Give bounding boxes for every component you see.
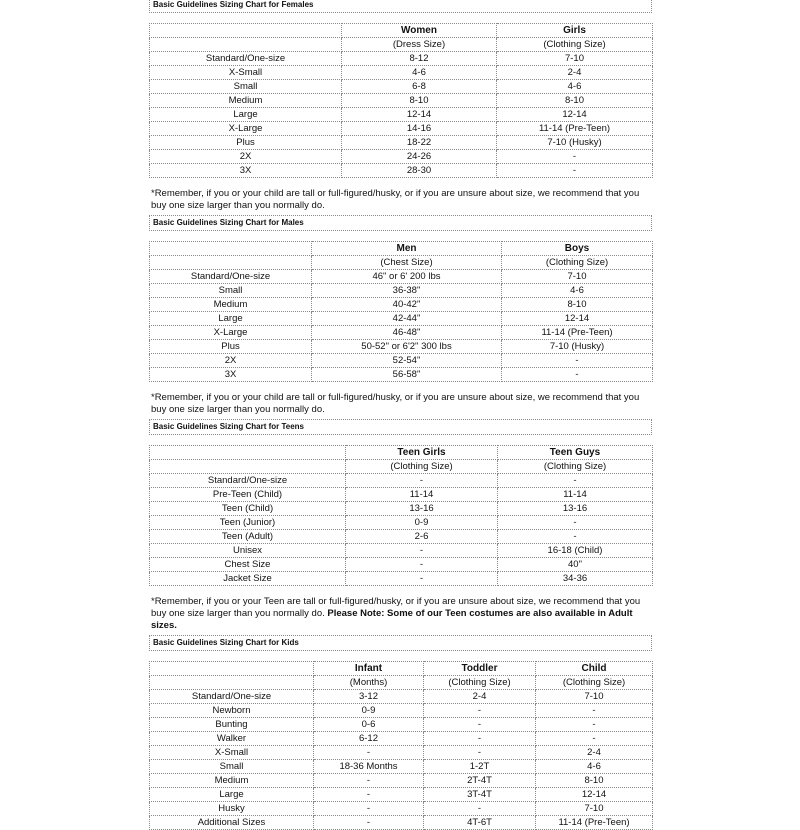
size-value-cell: 46" or 6' 200 lbs — [312, 270, 502, 284]
size-value-cell: 12-14 — [502, 312, 653, 326]
teens-sizing-table — [149, 445, 653, 586]
column-subheader-row — [150, 460, 653, 474]
size-value-cell: 0-6 — [314, 718, 424, 732]
females-note: *Remember, if you or your child are tall or full-figured/husky, or if you are unsure about size, we recommend that you buy one size larger than you normally do. — [151, 188, 640, 211]
table-row — [150, 150, 653, 164]
size-label-cell: Teen (Child) — [150, 502, 346, 516]
size-label-cell: Medium — [150, 94, 342, 108]
size-label-cell — [150, 676, 314, 690]
size-value-cell: - — [424, 704, 536, 718]
size-value-cell: 4-6 — [497, 80, 653, 94]
size-value-cell: 52-54" — [312, 354, 502, 368]
table-row — [150, 530, 653, 544]
size-value-cell: 11-14 — [346, 488, 498, 502]
males-section-header: Basic Guidelines Sizing Chart for Males — [149, 215, 652, 231]
size-value-cell: 2-4 — [536, 746, 653, 760]
table-row — [150, 544, 653, 558]
table-row — [150, 788, 653, 802]
size-label-cell — [150, 242, 312, 256]
size-value-cell: - — [314, 802, 424, 816]
size-label-cell: Plus — [150, 136, 342, 150]
table-row — [150, 284, 653, 298]
size-value-cell: 6-12 — [314, 732, 424, 746]
size-value-cell: 8-10 — [502, 298, 653, 312]
size-value-cell: Teen Girls — [346, 446, 498, 460]
size-value-cell: 4-6 — [536, 760, 653, 774]
table-row — [150, 368, 653, 382]
size-label-cell: X-Large — [150, 326, 312, 340]
table-row — [150, 340, 653, 354]
column-header-row — [150, 24, 653, 38]
size-value-cell: 34-36 — [498, 572, 653, 586]
size-value-cell: 7-10 — [536, 802, 653, 816]
size-value-cell: 42-44" — [312, 312, 502, 326]
size-value-cell: - — [498, 530, 653, 544]
table-row — [150, 558, 653, 572]
size-value-cell: 6-8 — [342, 80, 497, 94]
size-label-cell — [150, 38, 342, 52]
column-header-row — [150, 662, 653, 676]
table-row — [150, 718, 653, 732]
size-value-cell: 4T-6T — [424, 816, 536, 830]
size-value-cell: 18-22 — [342, 136, 497, 150]
teens-note-bold: Please Note: Some of our Teen costumes are also available in Adult sizes. — [151, 608, 633, 631]
table-row — [150, 52, 653, 66]
size-value-cell: (Clothing Size) — [424, 676, 536, 690]
table-row — [150, 66, 653, 80]
size-value-cell: (Clothing Size) — [502, 256, 653, 270]
size-label-cell: 2X — [150, 354, 312, 368]
size-label-cell: Standard/One-size — [150, 690, 314, 704]
size-label-cell: 2X — [150, 150, 342, 164]
size-value-cell: - — [346, 572, 498, 586]
size-label-cell: Medium — [150, 298, 312, 312]
size-value-cell: 8-10 — [536, 774, 653, 788]
table-row — [150, 704, 653, 718]
size-label-cell: 3X — [150, 164, 342, 178]
size-value-cell: 0-9 — [346, 516, 498, 530]
size-label-cell: Small — [150, 760, 314, 774]
table-row — [150, 164, 653, 178]
size-label-cell: 3X — [150, 368, 312, 382]
size-value-cell: - — [424, 746, 536, 760]
males-note: *Remember, if you or your child are tall or full-figured/husky, or if you are unsure about size, we recommend that you buy one size larger than you normally do. — [151, 392, 640, 415]
size-label-cell: Additional Sizes — [150, 816, 314, 830]
size-value-cell: Child — [536, 662, 653, 676]
size-label-cell: Teen (Junior) — [150, 516, 346, 530]
size-value-cell: 13-16 — [346, 502, 498, 516]
table-row — [150, 760, 653, 774]
size-label-cell: Large — [150, 108, 342, 122]
size-value-cell: 8-12 — [342, 52, 497, 66]
size-value-cell: 4-6 — [502, 284, 653, 298]
teens-note — [149, 596, 652, 632]
size-value-cell: 2-4 — [497, 66, 653, 80]
size-value-cell: - — [314, 746, 424, 760]
size-label-cell: Small — [150, 284, 312, 298]
size-value-cell: (Dress Size) — [342, 38, 497, 52]
size-value-cell: - — [498, 516, 653, 530]
column-subheader-row — [150, 256, 653, 270]
size-label-cell: Large — [150, 788, 314, 802]
size-value-cell: Women — [342, 24, 497, 38]
size-value-cell: 2-6 — [346, 530, 498, 544]
table-row — [150, 690, 653, 704]
size-value-cell: 12-14 — [342, 108, 497, 122]
size-value-cell: 11-14 (Pre-Teen) — [497, 122, 653, 136]
size-value-cell: (Chest Size) — [312, 256, 502, 270]
size-label-cell: Teen (Adult) — [150, 530, 346, 544]
size-value-cell: 28-30 — [342, 164, 497, 178]
size-value-cell: 8-10 — [497, 94, 653, 108]
size-value-cell: Girls — [497, 24, 653, 38]
size-value-cell: 40" — [498, 558, 653, 572]
size-label-cell: Standard/One-size — [150, 270, 312, 284]
column-header-row — [150, 446, 653, 460]
size-value-cell: 0-9 — [314, 704, 424, 718]
size-value-cell: - — [424, 732, 536, 746]
size-label-cell — [150, 24, 342, 38]
size-value-cell: - — [502, 368, 653, 382]
size-value-cell: 7-10 — [497, 52, 653, 66]
size-value-cell: Toddler — [424, 662, 536, 676]
size-value-cell: - — [497, 164, 653, 178]
table-row — [150, 270, 653, 284]
size-value-cell: 14-16 — [342, 122, 497, 136]
size-label-cell — [150, 662, 314, 676]
size-value-cell: 7-10 (Husky) — [502, 340, 653, 354]
size-value-cell: (Clothing Size) — [536, 676, 653, 690]
size-value-cell: 46-48" — [312, 326, 502, 340]
females-sizing-table — [149, 23, 653, 178]
size-label-cell: Standard/One-size — [150, 52, 342, 66]
table-row — [150, 80, 653, 94]
size-label-cell: Small — [150, 80, 342, 94]
size-value-cell: 12-14 — [497, 108, 653, 122]
size-label-cell: Standard/One-size — [150, 474, 346, 488]
size-value-cell: - — [536, 718, 653, 732]
table-row — [150, 502, 653, 516]
size-label-cell: Plus — [150, 340, 312, 354]
table-row — [150, 732, 653, 746]
size-value-cell: 3T-4T — [424, 788, 536, 802]
size-label-cell: Medium — [150, 774, 314, 788]
table-row — [150, 136, 653, 150]
size-label-cell: Husky — [150, 802, 314, 816]
table-row — [150, 474, 653, 488]
size-value-cell: 50-52" or 6'2" 300 lbs — [312, 340, 502, 354]
sizing-document — [149, 0, 652, 830]
size-value-cell: 18-36 Months — [314, 760, 424, 774]
teens-note-text: *Remember, if you or your Teen are tall or full-figured/husky, or if you are unsure about size, we recommend that you buy one size larger than you normally do. — [151, 596, 641, 619]
size-value-cell: - — [536, 732, 653, 746]
size-label-cell — [150, 460, 346, 474]
size-value-cell: 2T-4T — [424, 774, 536, 788]
table-row — [150, 802, 653, 816]
size-label-cell: Bunting — [150, 718, 314, 732]
table-row — [150, 312, 653, 326]
males-sizing-table — [149, 241, 653, 382]
size-value-cell: 8-10 — [342, 94, 497, 108]
size-value-cell: - — [346, 558, 498, 572]
size-value-cell: 11-14 — [498, 488, 653, 502]
size-value-cell: (Clothing Size) — [346, 460, 498, 474]
table-row — [150, 516, 653, 530]
size-value-cell: 11-14 (Pre-Teen) — [536, 816, 653, 830]
size-value-cell: (Months) — [314, 676, 424, 690]
size-value-cell: - — [498, 474, 653, 488]
table-row — [150, 774, 653, 788]
size-value-cell: - — [314, 816, 424, 830]
table-row — [150, 298, 653, 312]
size-value-cell: - — [314, 788, 424, 802]
size-value-cell: - — [497, 150, 653, 164]
column-subheader-row — [150, 38, 653, 52]
size-value-cell: - — [314, 774, 424, 788]
size-value-cell: 4-6 — [342, 66, 497, 80]
size-value-cell: 11-14 (Pre-Teen) — [502, 326, 653, 340]
size-value-cell: - — [424, 718, 536, 732]
size-value-cell: 2-4 — [424, 690, 536, 704]
size-value-cell: 7-10 — [536, 690, 653, 704]
size-value-cell: 24-26 — [342, 150, 497, 164]
size-value-cell: Teen Guys — [498, 446, 653, 460]
size-value-cell: - — [536, 704, 653, 718]
size-label-cell: X-Large — [150, 122, 342, 136]
teens-section-header: Basic Guidelines Sizing Chart for Teens — [149, 419, 652, 435]
size-label-cell — [150, 256, 312, 270]
size-label-cell: Walker — [150, 732, 314, 746]
size-label-cell: Large — [150, 312, 312, 326]
size-value-cell: - — [346, 544, 498, 558]
table-row — [150, 572, 653, 586]
size-value-cell: - — [424, 802, 536, 816]
size-value-cell: 7-10 (Husky) — [497, 136, 653, 150]
size-value-cell: 7-10 — [502, 270, 653, 284]
column-subheader-row — [150, 676, 653, 690]
column-header-row — [150, 242, 653, 256]
size-value-cell: 12-14 — [536, 788, 653, 802]
table-row — [150, 816, 653, 830]
size-label-cell: X-Small — [150, 746, 314, 760]
size-label-cell: Unisex — [150, 544, 346, 558]
size-value-cell: Men — [312, 242, 502, 256]
size-value-cell: (Clothing Size) — [498, 460, 653, 474]
kids-sizing-table — [149, 661, 653, 830]
females-section-header: Basic Guidelines Sizing Chart for Females — [149, 0, 652, 13]
size-label-cell — [150, 446, 346, 460]
size-label-cell: Pre-Teen (Child) — [150, 488, 346, 502]
size-value-cell: 40-42" — [312, 298, 502, 312]
table-row — [150, 122, 653, 136]
size-value-cell: 56-58" — [312, 368, 502, 382]
table-row — [150, 746, 653, 760]
size-label-cell: Chest Size — [150, 558, 346, 572]
table-row — [150, 354, 653, 368]
table-row — [150, 326, 653, 340]
size-value-cell: Boys — [502, 242, 653, 256]
size-value-cell: 1-2T — [424, 760, 536, 774]
kids-section-header: Basic Guidelines Sizing Chart for Kids — [149, 635, 652, 651]
table-row — [150, 108, 653, 122]
size-value-cell: 36-38" — [312, 284, 502, 298]
size-value-cell: Infant — [314, 662, 424, 676]
size-value-cell: - — [346, 474, 498, 488]
size-value-cell: - — [502, 354, 653, 368]
size-label-cell: Newborn — [150, 704, 314, 718]
size-value-cell: 3-12 — [314, 690, 424, 704]
size-value-cell: 16-18 (Child) — [498, 544, 653, 558]
table-row — [150, 488, 653, 502]
size-value-cell: 13-16 — [498, 502, 653, 516]
size-value-cell: (Clothing Size) — [497, 38, 653, 52]
size-label-cell: X-Small — [150, 66, 342, 80]
size-label-cell: Jacket Size — [150, 572, 346, 586]
table-row — [150, 94, 653, 108]
